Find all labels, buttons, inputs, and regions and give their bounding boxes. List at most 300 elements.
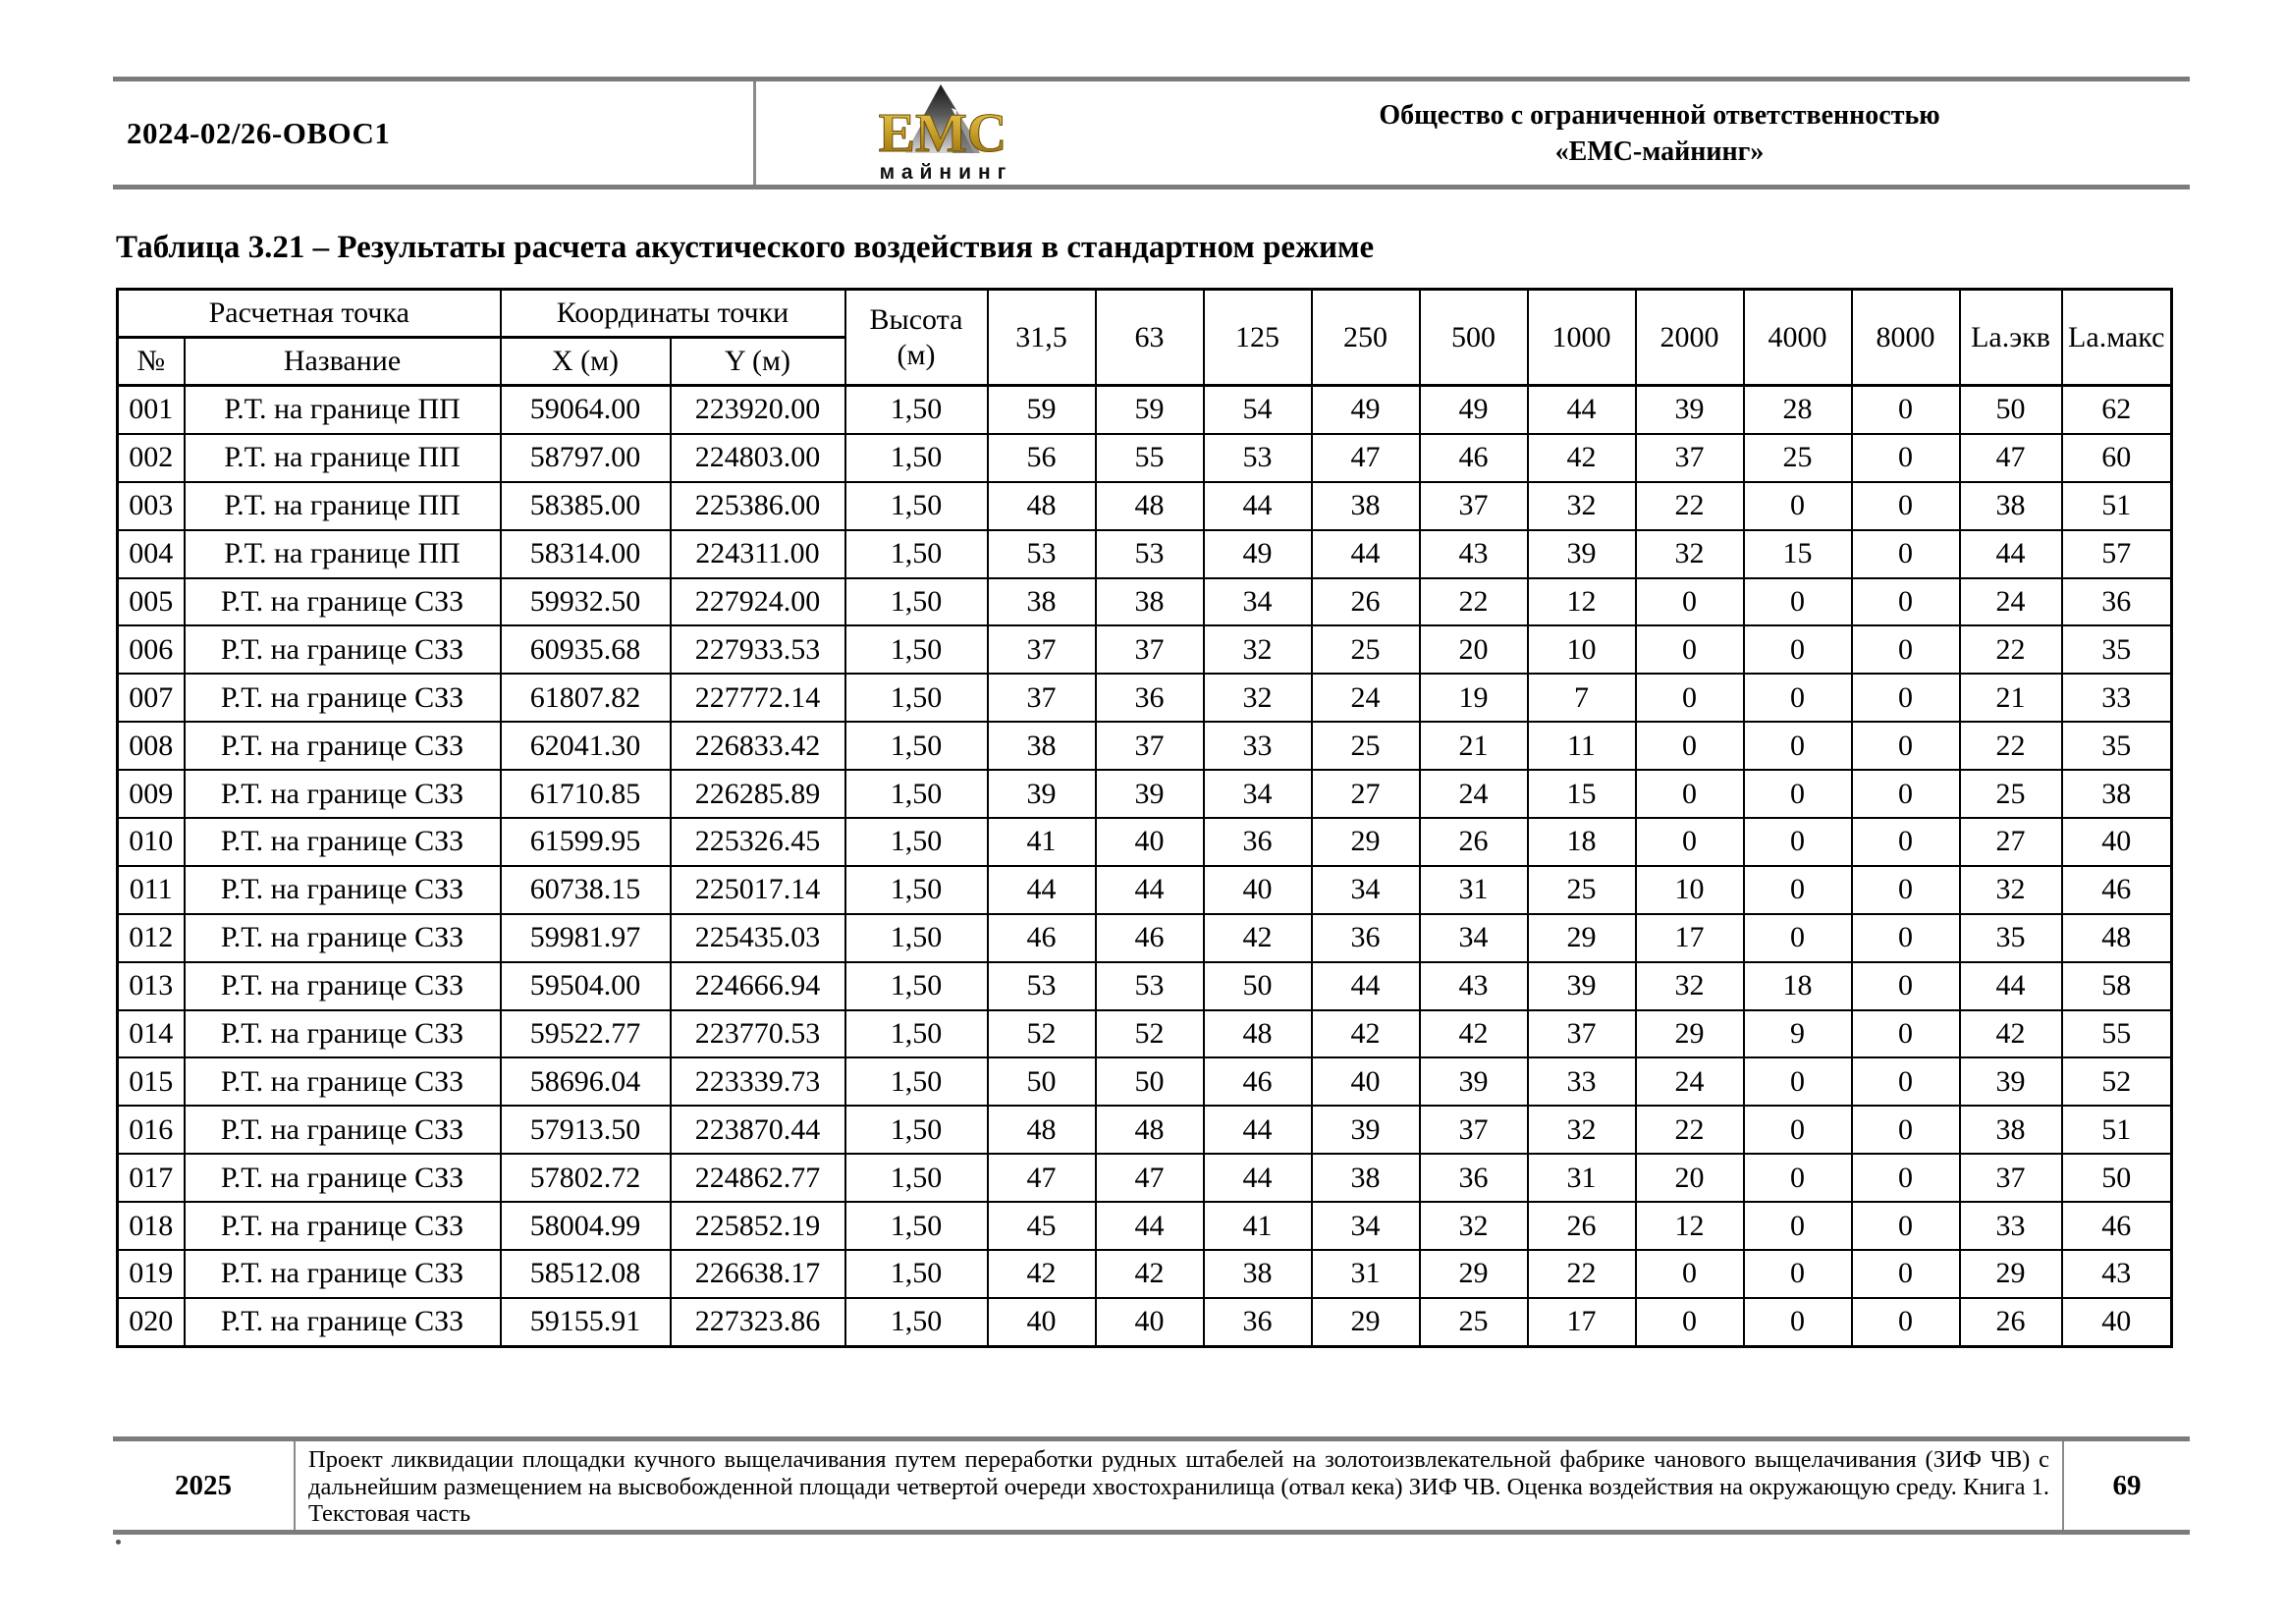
table-cell: 43: [1420, 530, 1528, 578]
table-cell: 59932.50: [501, 578, 671, 626]
table-cell: 33: [1528, 1057, 1636, 1106]
table-cell: 226833.42: [671, 722, 845, 770]
footer-project-description: Проект ликвидации площадки кучного выщелачивания путем переработки рудных штабелей на золотоизвлекательной фабрике чанового выщелачивания (ЗИФ ЧВ) с дальнейшим размещением на высвобожденной площади четвертой очереди хвостохранилища (отвал кека) ЗИФ ЧВ. Оценка воздействия на окружающую среду. Книга 1. Текстовая часть: [296, 1441, 2064, 1530]
table-cell: 59: [1096, 386, 1204, 434]
document-code: 2024-02/26-ОВОС1: [113, 81, 756, 185]
table-cell: 53: [988, 962, 1096, 1010]
table-cell: 44: [1312, 962, 1420, 1010]
table-cell: 59155.91: [501, 1298, 671, 1346]
table-cell: Р.Т. на границе СЗЗ: [185, 578, 501, 626]
col-header-freq: La.макс: [2062, 290, 2172, 386]
table-cell: 225017.14: [671, 866, 845, 914]
table-cell: 58: [2062, 962, 2172, 1010]
table-cell: 58004.99: [501, 1202, 671, 1250]
table-row: [118, 1298, 2172, 1346]
table-cell: 1,50: [845, 482, 988, 530]
table-cell: 018: [118, 1202, 185, 1250]
table-cell: 36: [1096, 674, 1204, 722]
table-cell: 0: [1852, 866, 1960, 914]
table-cell: 0: [1852, 674, 1960, 722]
table-cell: 1,50: [845, 770, 988, 818]
company-name-line2: «ЕМС-майнинг»: [1554, 135, 1765, 167]
table-cell: 46: [2062, 866, 2172, 914]
table-cell: 0: [1744, 1154, 1852, 1202]
table-cell: 26: [1312, 578, 1420, 626]
table-cell: 0: [1852, 434, 1960, 482]
table-cell: 0: [1636, 625, 1744, 674]
table-cell: 226285.89: [671, 770, 845, 818]
table-cell: 46: [988, 914, 1096, 962]
table-cell: 1,50: [845, 1010, 988, 1058]
table-cell: 20: [1420, 625, 1528, 674]
table-cell: 1,50: [845, 530, 988, 578]
table-cell: 44: [1204, 1154, 1312, 1202]
table-cell: 1,50: [845, 625, 988, 674]
table-cell: 0: [1636, 578, 1744, 626]
table-header: [118, 290, 2172, 386]
page-footer: [113, 1436, 2190, 1535]
table-cell: 38: [2062, 770, 2172, 818]
table-cell: 15: [1528, 770, 1636, 818]
table-cell: 49: [1312, 386, 1420, 434]
table-cell: 003: [118, 482, 185, 530]
table-cell: 25: [1312, 722, 1420, 770]
table-cell: 008: [118, 722, 185, 770]
col-header-freq: 4000: [1744, 290, 1852, 386]
table-cell: 48: [1096, 1106, 1204, 1154]
table-cell: 224803.00: [671, 434, 845, 482]
table-cell: 25: [1420, 1298, 1528, 1346]
table-cell: 1,50: [845, 674, 988, 722]
table-cell: 58512.08: [501, 1250, 671, 1298]
table-cell: 29: [1312, 818, 1420, 866]
table-cell: 25: [1960, 770, 2062, 818]
table-cell: 53: [1096, 962, 1204, 1010]
table-cell: 37: [1528, 1010, 1636, 1058]
table-cell: 33: [2062, 674, 2172, 722]
table-cell: 50: [988, 1057, 1096, 1106]
table-cell: 40: [1204, 866, 1312, 914]
table-cell: 50: [1960, 386, 2062, 434]
table-cell: 46: [2062, 1202, 2172, 1250]
table-row: [118, 1202, 2172, 1250]
table-cell: 59504.00: [501, 962, 671, 1010]
table-cell: 60: [2062, 434, 2172, 482]
table-cell: 0: [1744, 866, 1852, 914]
table-cell: 32: [1528, 1106, 1636, 1154]
table-cell: 29: [1960, 1250, 2062, 1298]
table-cell: 39: [1636, 386, 1744, 434]
company-name: [1129, 81, 2190, 185]
table-cell: 47: [1960, 434, 2062, 482]
table-cell: 1,50: [845, 1106, 988, 1154]
table-cell: 32: [1204, 674, 1312, 722]
table-cell: 1,50: [845, 722, 988, 770]
table-cell: 0: [1852, 1298, 1960, 1346]
table-cell: 60935.68: [501, 625, 671, 674]
table-cell: 44: [1204, 482, 1312, 530]
table-cell: 54: [1204, 386, 1312, 434]
table-cell: 224666.94: [671, 962, 845, 1010]
table-cell: 19: [1420, 674, 1528, 722]
table-cell: 37: [1096, 625, 1204, 674]
table-cell: 22: [1636, 1106, 1744, 1154]
table-cell: 0: [1852, 1154, 1960, 1202]
table-cell: 0: [1636, 1250, 1744, 1298]
table-cell: 0: [1852, 962, 1960, 1010]
table-cell: 223870.44: [671, 1106, 845, 1154]
table-cell: 22: [1960, 722, 2062, 770]
page-artifact-mark: [116, 1540, 121, 1544]
table-cell: 37: [988, 674, 1096, 722]
table-cell: 40: [1312, 1057, 1420, 1106]
table-cell: 0: [1852, 914, 1960, 962]
table-cell: 0: [1852, 818, 1960, 866]
table-cell: 31: [1312, 1250, 1420, 1298]
col-header-freq: 1000: [1528, 290, 1636, 386]
table-cell: 223339.73: [671, 1057, 845, 1106]
table-row: [118, 1250, 2172, 1298]
table-cell: 55: [1096, 434, 1204, 482]
table-cell: 7: [1528, 674, 1636, 722]
table-cell: 21: [1420, 722, 1528, 770]
table-cell: 1,50: [845, 578, 988, 626]
table-cell: Р.Т. на границе ПП: [185, 482, 501, 530]
table-cell: 27: [1960, 818, 2062, 866]
table-cell: 58385.00: [501, 482, 671, 530]
table-cell: 0: [1744, 1250, 1852, 1298]
col-header-freq: 31,5: [988, 290, 1096, 386]
table-row: [118, 722, 2172, 770]
table-cell: Р.Т. на границе ПП: [185, 530, 501, 578]
table-cell: 43: [2062, 1250, 2172, 1298]
table-row: [118, 482, 2172, 530]
table-cell: 0: [1744, 674, 1852, 722]
table-row: [118, 1057, 2172, 1106]
table-cell: 225326.45: [671, 818, 845, 866]
table-cell: 62: [2062, 386, 2172, 434]
table-cell: 1,50: [845, 962, 988, 1010]
col-header-height: [845, 290, 988, 386]
table-cell: 0: [1744, 770, 1852, 818]
table-cell: 44: [1960, 962, 2062, 1010]
table-row: [118, 962, 2172, 1010]
table-cell: 52: [2062, 1057, 2172, 1106]
table-cell: 59522.77: [501, 1010, 671, 1058]
table-cell: 020: [118, 1298, 185, 1346]
table-cell: Р.Т. на границе СЗЗ: [185, 1298, 501, 1346]
table-cell: 46: [1204, 1057, 1312, 1106]
table-cell: 42: [1204, 914, 1312, 962]
table-cell: 36: [1204, 1298, 1312, 1346]
table-cell: Р.Т. на границе СЗЗ: [185, 770, 501, 818]
table-cell: 32: [1636, 962, 1744, 1010]
table-cell: Р.Т. на границе СЗЗ: [185, 625, 501, 674]
col-header-freq: 500: [1420, 290, 1528, 386]
table-cell: 0: [1744, 1298, 1852, 1346]
table-cell: 47: [1096, 1154, 1204, 1202]
table-cell: 0: [1744, 1106, 1852, 1154]
table-cell: 1,50: [845, 434, 988, 482]
table-cell: 38: [1312, 1154, 1420, 1202]
table-cell: 011: [118, 866, 185, 914]
table-cell: 015: [118, 1057, 185, 1106]
table-cell: 40: [1096, 1298, 1204, 1346]
table-cell: 37: [1420, 1106, 1528, 1154]
table-cell: 1,50: [845, 818, 988, 866]
table-cell: 31: [1420, 866, 1528, 914]
table-cell: 1,50: [845, 1202, 988, 1250]
table-cell: 36: [2062, 578, 2172, 626]
table-cell: 016: [118, 1106, 185, 1154]
table-cell: 57913.50: [501, 1106, 671, 1154]
table-cell: 0: [1636, 770, 1744, 818]
table-cell: 34: [1204, 578, 1312, 626]
table-cell: 29: [1420, 1250, 1528, 1298]
table-cell: 24: [1312, 674, 1420, 722]
table-cell: 014: [118, 1010, 185, 1058]
table-cell: 39: [1420, 1057, 1528, 1106]
table-row: [118, 818, 2172, 866]
table-row: [118, 1106, 2172, 1154]
table-cell: 38: [1204, 1250, 1312, 1298]
table-cell: 10: [1528, 625, 1636, 674]
table-cell: 29: [1636, 1010, 1744, 1058]
table-cell: 1,50: [845, 914, 988, 962]
table-cell: 39: [1096, 770, 1204, 818]
table-cell: 1,50: [845, 386, 988, 434]
table-cell: 34: [1420, 914, 1528, 962]
table-cell: 9: [1744, 1010, 1852, 1058]
table-row: [118, 674, 2172, 722]
table-cell: 61710.85: [501, 770, 671, 818]
table-cell: 38: [988, 722, 1096, 770]
table-cell: 0: [1636, 722, 1744, 770]
table-cell: 57802.72: [501, 1154, 671, 1202]
table-cell: 57: [2062, 530, 2172, 578]
table-cell: 43: [1420, 962, 1528, 1010]
table-cell: 20: [1636, 1154, 1744, 1202]
table-cell: 0: [1852, 578, 1960, 626]
table-cell: 36: [1420, 1154, 1528, 1202]
table-row: [118, 1010, 2172, 1058]
table-cell: 12: [1636, 1202, 1744, 1250]
table-cell: 49: [1420, 386, 1528, 434]
table-cell: 223770.53: [671, 1010, 845, 1058]
table-cell: 55: [2062, 1010, 2172, 1058]
table-cell: 39: [1960, 1057, 2062, 1106]
table-row: [118, 914, 2172, 962]
col-header-freq: 8000: [1852, 290, 1960, 386]
table-cell: 38: [1312, 482, 1420, 530]
table-cell: 35: [2062, 722, 2172, 770]
table-cell: 006: [118, 625, 185, 674]
header-row-groups: [118, 290, 2172, 338]
table-cell: 50: [1096, 1057, 1204, 1106]
table-cell: 37: [1096, 722, 1204, 770]
table-cell: 0: [1744, 625, 1852, 674]
table-cell: 58696.04: [501, 1057, 671, 1106]
table-cell: 0: [1636, 818, 1744, 866]
table-cell: 46: [1420, 434, 1528, 482]
table-cell: 61807.82: [501, 674, 671, 722]
table-cell: 44: [1204, 1106, 1312, 1154]
table-cell: 11: [1528, 722, 1636, 770]
table-cell: 25: [1744, 434, 1852, 482]
table-cell: 58797.00: [501, 434, 671, 482]
table-cell: 42: [1096, 1250, 1204, 1298]
table-cell: 12: [1528, 578, 1636, 626]
table-cell: 36: [1204, 818, 1312, 866]
table-cell: 34: [1312, 866, 1420, 914]
table-cell: 17: [1636, 914, 1744, 962]
table-cell: 22: [1636, 482, 1744, 530]
footer-year: 2025: [113, 1441, 296, 1530]
table-cell: 224862.77: [671, 1154, 845, 1202]
table-caption: Таблица 3.21 – Результаты расчета акустического воздействия в стандартном режиме: [116, 230, 1375, 265]
col-header-name: Название: [185, 338, 501, 386]
table-cell: 012: [118, 914, 185, 962]
table-cell: 226638.17: [671, 1250, 845, 1298]
table-cell: 21: [1960, 674, 2062, 722]
table-cell: 34: [1204, 770, 1312, 818]
table-cell: 0: [1852, 530, 1960, 578]
col-header-freq: 2000: [1636, 290, 1744, 386]
table-cell: 42: [1420, 1010, 1528, 1058]
table-cell: Р.Т. на границе СЗЗ: [185, 1106, 501, 1154]
table-cell: 49: [1204, 530, 1312, 578]
table-cell: 0: [1852, 386, 1960, 434]
table-cell: 38: [988, 578, 1096, 626]
table-cell: 62041.30: [501, 722, 671, 770]
table-cell: 35: [2062, 625, 2172, 674]
table-cell: 0: [1744, 578, 1852, 626]
table-cell: 24: [1960, 578, 2062, 626]
table-row: [118, 434, 2172, 482]
table-cell: 33: [1960, 1202, 2062, 1250]
table-cell: 37: [1960, 1154, 2062, 1202]
table-cell: 36: [1312, 914, 1420, 962]
table-cell: 40: [2062, 1298, 2172, 1346]
table-cell: 48: [1204, 1010, 1312, 1058]
col-header-y: Y (м): [671, 338, 845, 386]
table-cell: 34: [1312, 1202, 1420, 1250]
table-cell: 44: [1096, 1202, 1204, 1250]
table-cell: 002: [118, 434, 185, 482]
table-cell: 0: [1744, 914, 1852, 962]
table-cell: Р.Т. на границе СЗЗ: [185, 722, 501, 770]
table-cell: 44: [1960, 530, 2062, 578]
table-cell: 0: [1852, 1250, 1960, 1298]
table-cell: 007: [118, 674, 185, 722]
table-cell: 32: [1960, 866, 2062, 914]
table-cell: 44: [1096, 866, 1204, 914]
table-cell: 10: [1636, 866, 1744, 914]
table-cell: 1,50: [845, 1057, 988, 1106]
table-cell: 37: [1636, 434, 1744, 482]
table-cell: 40: [1096, 818, 1204, 866]
table-cell: 29: [1528, 914, 1636, 962]
table-cell: 0: [1636, 674, 1744, 722]
table-cell: 42: [1312, 1010, 1420, 1058]
table-cell: 225852.19: [671, 1202, 845, 1250]
table-cell: 39: [1528, 530, 1636, 578]
logo-subtext: майнинг: [879, 160, 1013, 184]
table-cell: 40: [988, 1298, 1096, 1346]
table-cell: 50: [2062, 1154, 2172, 1202]
table-cell: 0: [1744, 1202, 1852, 1250]
col-header-x: X (м): [501, 338, 671, 386]
table-cell: 227924.00: [671, 578, 845, 626]
table-cell: 35: [1960, 914, 2062, 962]
table-cell: 40: [2062, 818, 2172, 866]
table-cell: Р.Т. на границе СЗЗ: [185, 818, 501, 866]
table-cell: 47: [1312, 434, 1420, 482]
table-cell: 1,50: [845, 1154, 988, 1202]
table-cell: 59: [988, 386, 1096, 434]
table-cell: 50: [1204, 962, 1312, 1010]
table-cell: Р.Т. на границе СЗЗ: [185, 1154, 501, 1202]
col-group-point: Расчетная точка: [118, 290, 501, 338]
table-cell: Р.Т. на границе СЗЗ: [185, 674, 501, 722]
table-cell: 48: [1096, 482, 1204, 530]
table-cell: 45: [988, 1202, 1096, 1250]
table-cell: 59064.00: [501, 386, 671, 434]
table-cell: 53: [1096, 530, 1204, 578]
table-cell: 44: [1312, 530, 1420, 578]
table-cell: 005: [118, 578, 185, 626]
col-header-freq: 63: [1096, 290, 1204, 386]
table-cell: 59981.97: [501, 914, 671, 962]
table-cell: 225435.03: [671, 914, 845, 962]
table-cell: 32: [1528, 482, 1636, 530]
table-cell: 017: [118, 1154, 185, 1202]
col-header-freq: La.экв: [1960, 290, 2062, 386]
table-cell: Р.Т. на границе СЗЗ: [185, 1057, 501, 1106]
table-cell: 013: [118, 962, 185, 1010]
table-cell: 15: [1744, 530, 1852, 578]
table-cell: 48: [2062, 914, 2172, 962]
col-header-num: №: [118, 338, 185, 386]
table-cell: 0: [1744, 482, 1852, 530]
table-cell: 0: [1852, 1010, 1960, 1058]
table-cell: 1,50: [845, 1298, 988, 1346]
table-cell: 18: [1744, 962, 1852, 1010]
table-cell: 61599.95: [501, 818, 671, 866]
company-logo: [854, 82, 1031, 185]
table-cell: 010: [118, 818, 185, 866]
table-cell: 0: [1852, 1106, 1960, 1154]
table-cell: Р.Т. на границе СЗЗ: [185, 914, 501, 962]
table-cell: 22: [1960, 625, 2062, 674]
table-row: [118, 770, 2172, 818]
table-cell: 39: [1528, 962, 1636, 1010]
table-cell: 51: [2062, 1106, 2172, 1154]
table-cell: 52: [988, 1010, 1096, 1058]
table-cell: 22: [1528, 1250, 1636, 1298]
table-cell: 41: [988, 818, 1096, 866]
table-cell: 26: [1960, 1298, 2062, 1346]
table-cell: 0: [1744, 1057, 1852, 1106]
acoustic-results-table: [116, 288, 2173, 1348]
table-row: [118, 1154, 2172, 1202]
col-header-height-line1: Высота: [869, 302, 963, 336]
table-cell: 22: [1420, 578, 1528, 626]
table-cell: 009: [118, 770, 185, 818]
table-row: [118, 866, 2172, 914]
table-cell: 227323.86: [671, 1298, 845, 1346]
col-header-freq: 125: [1204, 290, 1312, 386]
